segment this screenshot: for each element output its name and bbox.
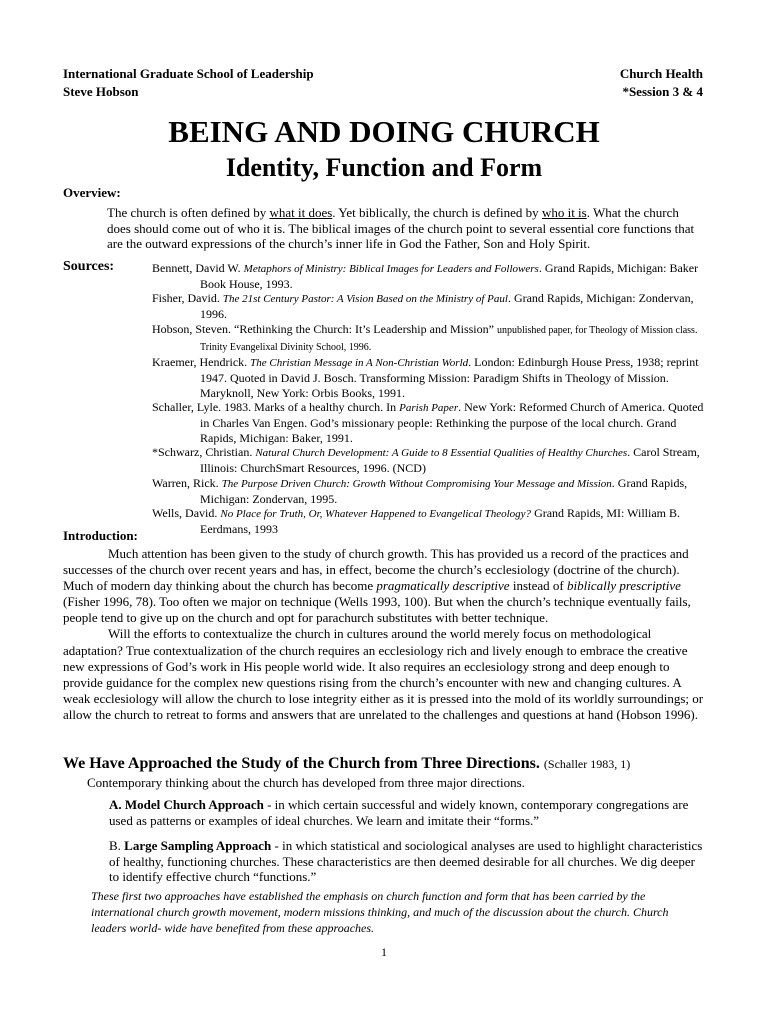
source-title: The Purpose Driven Church: Growth Without Compromising Your Message and Mission — [221, 477, 612, 490]
source-publisher: . London: Edinburgh House Press, 1938; reprint 1947. Quoted in David J. Bosch. Transforming Mission: Paradigm Shifts in Theology of Mission. Maryknoll, New York: Orbis Books, 1991. — [200, 355, 699, 400]
source-publisher: . Carol Stream, Illinois: ChurchSmart Resources, 1996. (NCD) — [200, 445, 700, 476]
introduction-paragraph: Will the efforts to contextualize the church in cultures around the world merely focus on methodological adaptation? True contextualization of the church requires an ecclesiology rich and lively enough to embrace the creative new expressions of God’s work in His people world wide. It also requires an ecclesiology strong and deep enough to provide guidance for the complex new questions rising from the church’s encounter with new and changing cultures. A weak ecclesiology will allow the church to lose integrity either as it is pressed into the mold of its worldly surroundings; or allow the church to retreat to forms and answers that are unrelated to the challenges and questions at hand (Hobson 1996). — [63, 626, 704, 722]
source-author: Bennett, David W. — [152, 261, 244, 275]
source-title: Metaphors of Ministry: Biblical Images for Leaders and Followers — [243, 263, 539, 275]
source-author: Warren, Rick. — [152, 475, 222, 490]
source-entry — [152, 322, 704, 355]
page-number: 1 — [381, 945, 387, 959]
section-intro: Contemporary thinking about the church has developed from three major directions. — [87, 775, 525, 790]
intro-text: (Fisher 1996, 78). Too often we major on technique (Wells 1993, 100). But when the church’s technique eventually fails, people tend to give up on the church and opt for parachurch substitutes with better technique. — [63, 594, 691, 626]
document-title: BEING AND DOING CHURCH — [168, 114, 600, 149]
source-publisher: unpublished paper, for Theology of Mission class. Trinity Evangelixal Divinity School, 1996. — [200, 324, 698, 353]
source-author: Fisher, David. — [152, 291, 223, 306]
approach-a-label: A. Model Church Approach — [109, 797, 264, 812]
section-heading-text: We Have Approached the Study of the Church from Three Directions. — [63, 755, 540, 772]
source-title: The Christian Message in A Non-Christian World — [250, 357, 469, 370]
source-author: *Schwarz, Christian. — [152, 445, 256, 460]
introduction-paragraph — [63, 546, 705, 626]
session-label: *Session 3 & 4 — [622, 84, 703, 99]
source-title: The 21st Century Pastor: A Vision Based on the Ministry of Paul — [222, 293, 508, 306]
author-name: Steve Hobson — [63, 84, 139, 99]
approach-b-prefix: B. — [109, 838, 125, 853]
intro-text: Much attention has been given to the study of church growth. This has provided us a record of the practices and successes of the church over recent years and has, in effect, become the church’s ecclesiology (doctrine of the church). Much of modern day thinking about the church has become — [63, 546, 689, 594]
document-header — [63, 65, 703, 101]
section-citation: (Schaller 1983, 1) — [543, 757, 631, 771]
source-publisher: . New York: Reformed Church of America. Quoted in Charles Van Engen. God’s missionary people: Rethinking the purpose of the local church. Grand Rapids, Michigan: Baker, 1991. — [200, 400, 704, 445]
source-entry — [152, 445, 704, 475]
approach-b — [109, 838, 705, 885]
source-entry — [152, 261, 704, 291]
sources-heading: Sources: — [63, 259, 115, 274]
document-subtitle: Identity, Function and Form — [225, 153, 543, 182]
overview-underline: what it does — [269, 205, 333, 220]
approach-a-text: - in which certain successful and widely known, contemporary congregations are used as patterns or examples of ideal churches. We learn and imitate their “forms.” — [109, 797, 689, 828]
source-entry — [152, 400, 704, 445]
source-publisher: Grand Rapids, MI: William B. Eerdmans, 1993 — [200, 506, 681, 536]
section-heading — [63, 755, 630, 773]
overview-heading: Overview: — [63, 185, 121, 200]
sources-list — [152, 261, 704, 537]
introduction-heading: Introduction: — [63, 528, 138, 543]
overview-underline: who it is — [541, 205, 587, 220]
source-author: Kraemer, Hendrick. — [152, 355, 251, 370]
overview-text: . Yet biblically, the church is defined by — [332, 205, 542, 220]
source-title: Natural Church Development: A Guide to 8 Essential Qualities of Healthy Churches — [255, 447, 628, 460]
source-title: Parish Paper — [399, 402, 459, 415]
overview-text: . What the church does should come out of who it is. The biblical images of the church point to several essential core functions that are the outward expressions of the church’s inner life in God the Father, Son and Holy Spirit. — [107, 205, 695, 251]
source-entry — [152, 291, 704, 321]
source-title: No Place for Truth, Or, Whatever Happened to Evangelical Theology? — [220, 508, 532, 521]
source-entry — [152, 476, 704, 506]
overview-paragraph — [107, 205, 705, 252]
introduction-body — [63, 546, 705, 723]
intro-emphasis: pragmatically descriptive — [376, 578, 510, 594]
source-publisher: . Grand Rapids, Michigan: Baker Book House, 1993. — [200, 261, 699, 291]
intro-text: instead of — [509, 578, 567, 594]
overview-text: The church is often defined by — [107, 205, 270, 220]
school-name: International Graduate School of Leadership — [63, 66, 314, 81]
approach-a — [109, 797, 705, 828]
approach-b-text: - in which statistical and sociological analyses are used to highlight characteristics of healthy, functioning churches. These characteristics are then deemed desirable for all churches. We dig deeper to identify effective church “functions.” — [109, 838, 703, 884]
source-publisher: . Grand Rapids, Michigan: Zondervan, 1996. — [200, 291, 694, 322]
intro-emphasis: biblically prescriptive — [566, 578, 681, 594]
italic-note: These first two approaches have established the emphasis on church function and form that has been carried by the international church growth movement, modern missions thinking, and much of the discussion about the church. Church leaders world- wide have benefited from these approaches. — [91, 889, 669, 935]
source-author: Hobson, Steven. “Rethinking the Church: It’s Leadership and Mission” — [152, 321, 497, 336]
source-author: Schaller, Lyle. 1983. Marks of a healthy church. In — [152, 400, 400, 415]
source-entry — [152, 355, 704, 400]
source-author: Wells, David. — [152, 506, 221, 521]
approach-b-label: Large Sampling Approach — [124, 838, 272, 853]
source-publisher: . Grand Rapids, Michigan: Zondervan, 1995. — [200, 475, 688, 506]
course-name: Church Health — [619, 66, 703, 81]
source-entry — [152, 506, 704, 536]
